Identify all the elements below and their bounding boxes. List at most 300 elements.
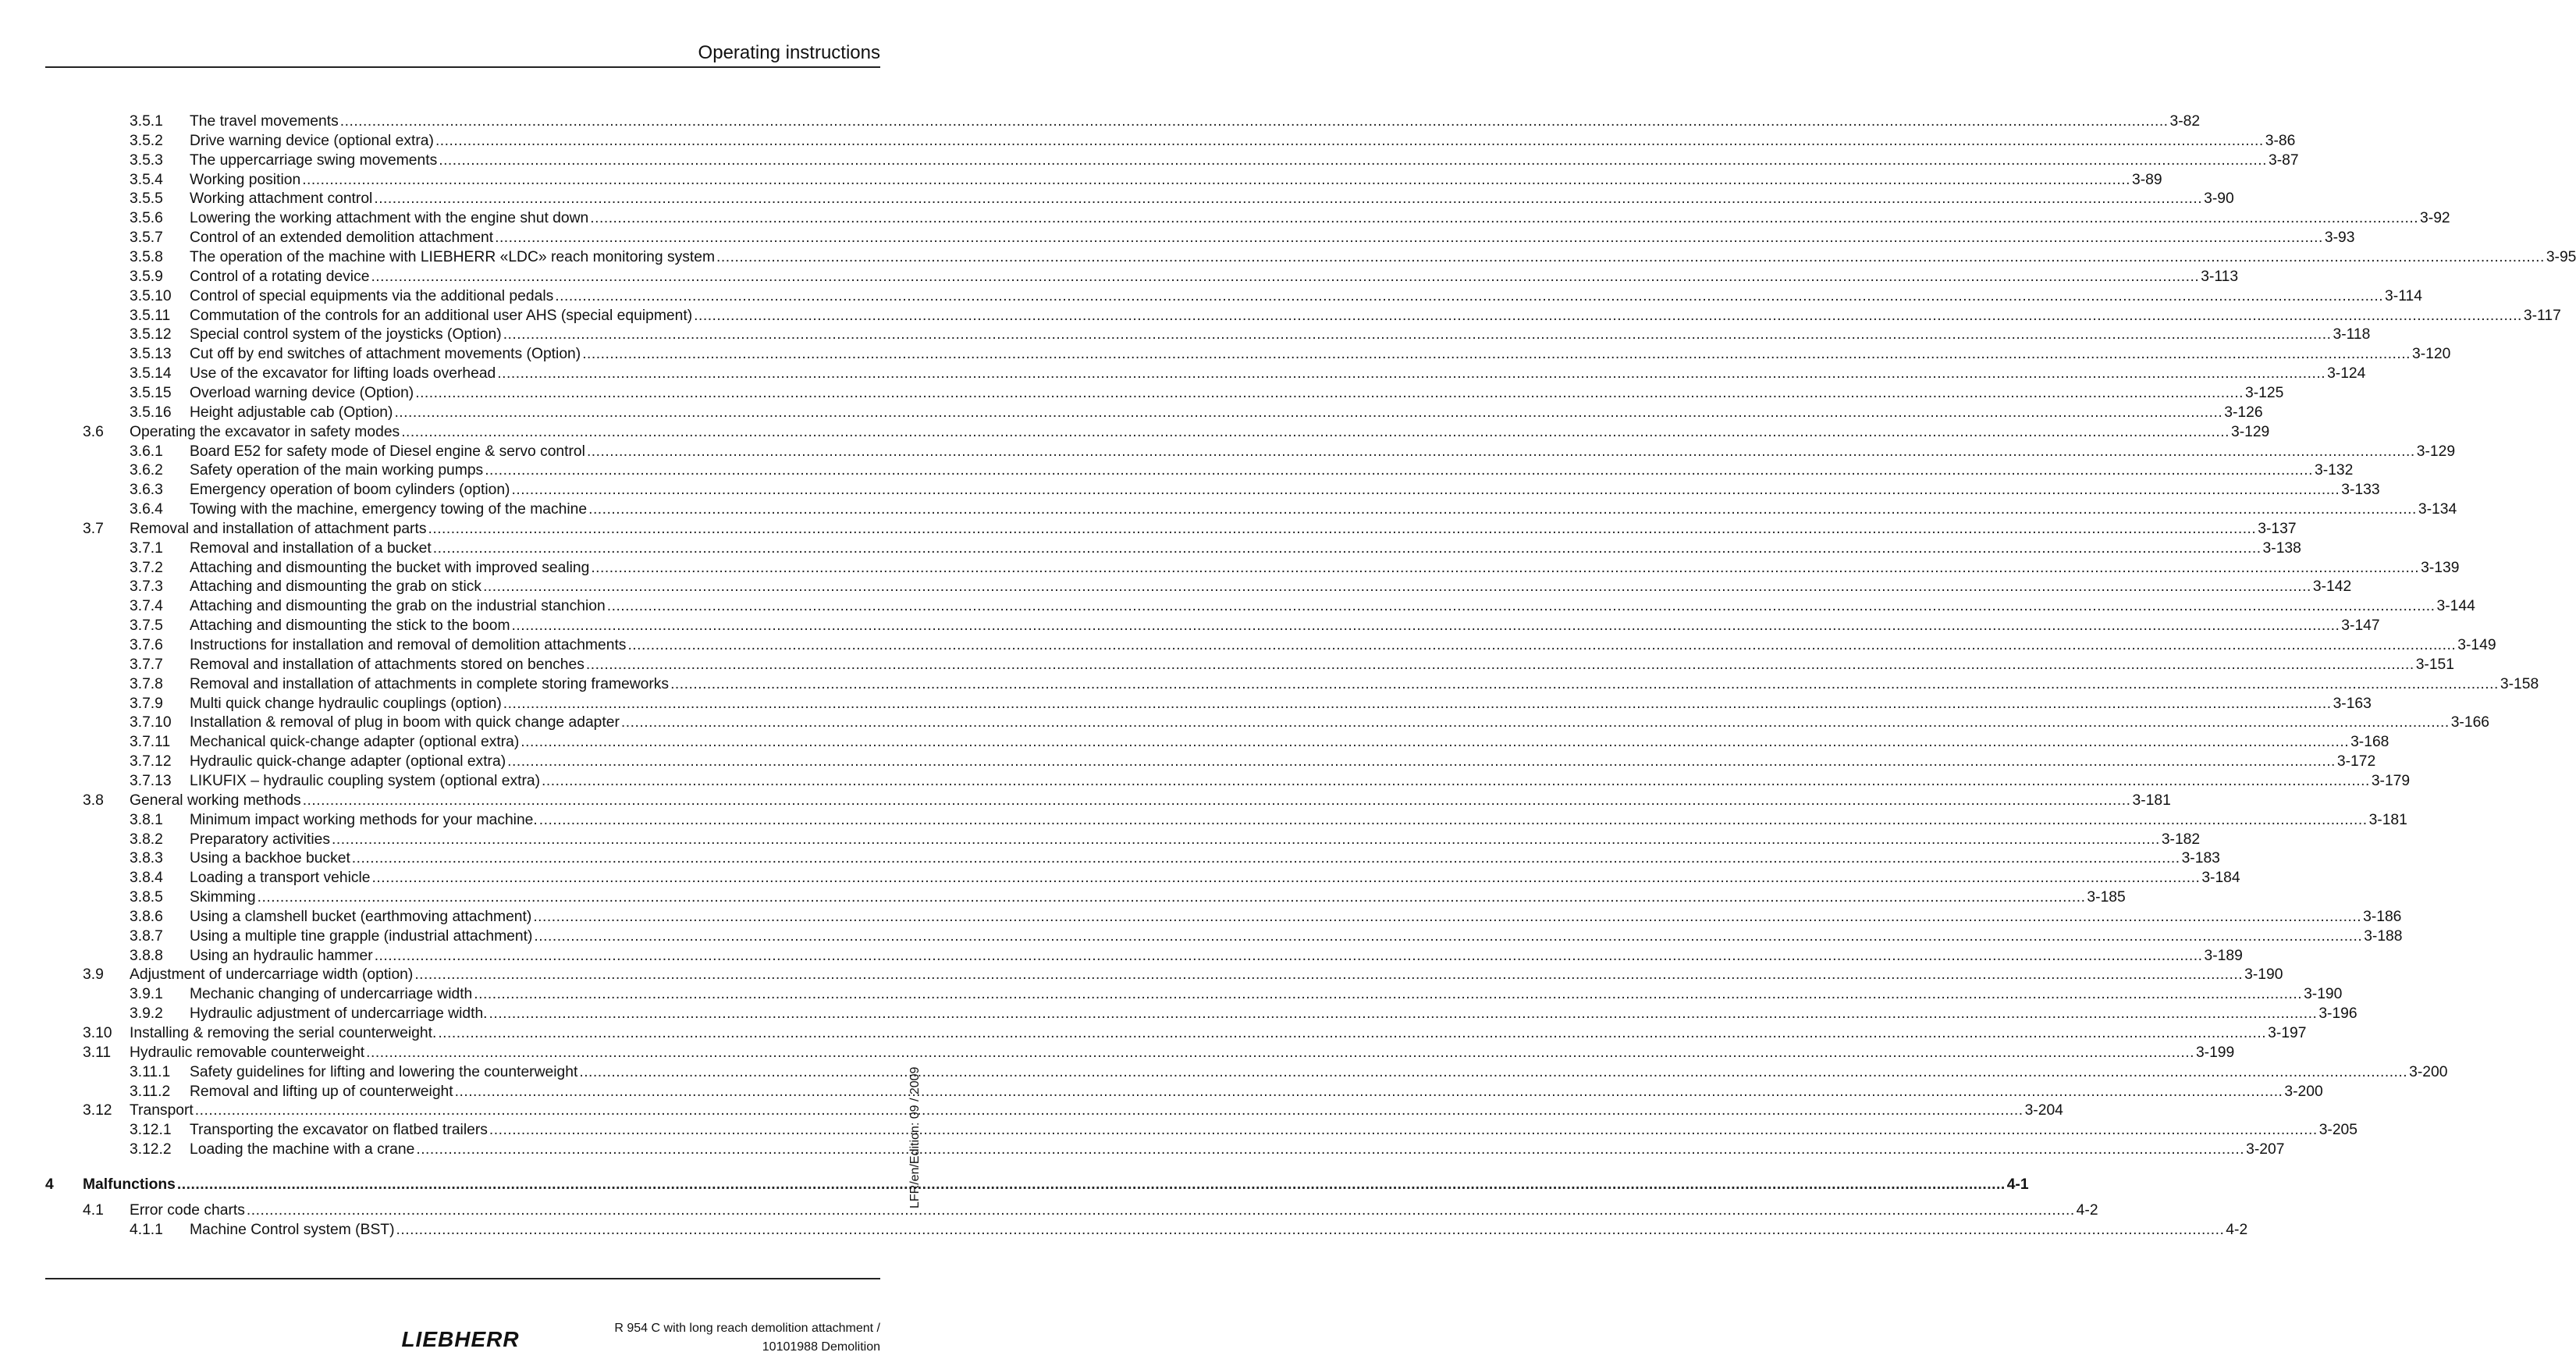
toc-entry-dot-leader: ................................................................................................................................................................................................................................................................................................................................................................................................................ xyxy=(503,326,2332,343)
toc-entry-title: Using a backhoe bucket xyxy=(190,850,350,867)
toc-entry-title: Preparatory activities xyxy=(190,831,331,848)
toc-entry[interactable] xyxy=(0,1175,2029,1194)
toc-entry-number: 3.7 xyxy=(83,520,104,537)
toc-entry-number: 3.7.7 xyxy=(130,656,163,673)
toc-entry-leader-line xyxy=(190,849,2220,868)
toc-entry[interactable] xyxy=(0,461,2354,480)
toc-entry-title: Special control system of the joysticks (Option) xyxy=(190,326,502,343)
toc-entry[interactable] xyxy=(0,868,2240,888)
toc-entry-page: 3-95 xyxy=(2546,248,2576,265)
toc-entry-page: 4-2 xyxy=(2076,1201,2098,1219)
toc-entry-page: 3-207 xyxy=(2246,1141,2285,1158)
toc-entry-title: General working methods xyxy=(130,792,301,809)
toc-entry-leader-line xyxy=(190,616,2380,635)
toc-entry[interactable] xyxy=(0,771,2411,791)
toc-entry-page: 3-93 xyxy=(2324,230,2355,247)
toc-entry-leader-line xyxy=(190,364,2366,383)
toc-entry-title: Mechanic changing of undercarriage width xyxy=(190,986,473,1003)
toc-entry-page: 3-182 xyxy=(2161,831,2201,848)
toc-entry-leader-line xyxy=(190,984,2343,1004)
toc-entry-number: 3.7.4 xyxy=(130,598,163,615)
toc-entry-dot-leader: ................................................................................................................................................................................................................................................................................................................................................................................................................ xyxy=(606,598,2436,615)
toc-entry-title: Minimum impact working methods for your machine. xyxy=(190,811,538,828)
toc-entry-title: Removal and installation of a bucket xyxy=(190,539,432,557)
toc-entry-title: Operating the excavator in safety modes xyxy=(130,423,400,440)
toc-entry-number: 3.5.11 xyxy=(130,307,171,324)
toc-entry[interactable] xyxy=(0,228,2355,247)
toc-entry[interactable] xyxy=(0,1082,2323,1101)
toc-entry-number: 3.8.7 xyxy=(130,927,163,945)
toc-entry[interactable] xyxy=(0,1023,2307,1043)
toc-entry-dot-leader: ................................................................................................................................................................................................................................................................................................................................................................................................................ xyxy=(432,539,2262,557)
toc-entry-number: 3.7.2 xyxy=(130,559,163,576)
toc-entry-title: Attaching and dismounting the grab on stick xyxy=(190,578,482,596)
toc-entry-title: Machine Control system (BST) xyxy=(190,1221,395,1238)
toc-entry-page: 3-126 xyxy=(2224,404,2263,421)
toc-entry-number: 3.7.8 xyxy=(130,675,163,692)
toc-entry-dot-leader: ................................................................................................................................................................................................................................................................................................................................................................................................................ xyxy=(371,870,2201,887)
toc-entry-leader-line xyxy=(190,131,2296,151)
toc-entry-leader-line xyxy=(190,655,2455,674)
toc-entry-page: 3-90 xyxy=(2204,190,2234,208)
toc-entry-dot-leader: ................................................................................................................................................................................................................................................................................................................................................................................................................ xyxy=(534,927,2363,945)
toc-entry-title: Malfunctions xyxy=(83,1176,176,1193)
toc-entry-title: Hydraulic adjustment of undercarriage width. xyxy=(190,1005,488,1023)
toc-entry-page: 3-134 xyxy=(2418,501,2457,518)
toc-entry[interactable] xyxy=(0,732,2389,752)
toc-entry-dot-leader: ................................................................................................................................................................................................................................................................................................................................................................................................................ xyxy=(585,656,2414,673)
toc-entry[interactable] xyxy=(0,344,2451,364)
toc-entry-leader-line xyxy=(190,732,2389,752)
toc-entry-leader-line xyxy=(130,965,2283,984)
toc-entry-leader-line xyxy=(190,577,2352,596)
toc-entry-page: 3-149 xyxy=(2457,637,2496,653)
toc-entry-leader-line xyxy=(190,1220,2248,1240)
toc-entry-page: 3-185 xyxy=(2087,889,2126,906)
toc-entry[interactable] xyxy=(0,500,2457,519)
toc-entry-number: 3.5.12 xyxy=(130,326,172,343)
toc-entry-title: Overload warning device (Option) xyxy=(190,384,414,401)
page-header-title: Operating instructions xyxy=(698,42,880,63)
toc-entry-number: 3.6.2 xyxy=(130,462,163,479)
toc-entry-number: 3.12.1 xyxy=(130,1122,172,1139)
toc-entry-dot-leader: ................................................................................................................................................................................................................................................................................................................................................................................................................ xyxy=(507,753,2336,770)
toc-entry-page: 3-133 xyxy=(2341,482,2380,499)
toc-entry-page: 3-117 xyxy=(2523,307,2561,324)
toc-entry-dot-leader: ................................................................................................................................................................................................................................................................................................................................................................................................................ xyxy=(438,1025,2267,1041)
toc-entry-dot-leader: ................................................................................................................................................................................................................................................................................................................................................................................................................ xyxy=(538,811,2368,828)
toc-entry-number: 3.11 xyxy=(83,1044,112,1061)
toc-entry-title: Removal and lifting up of counterweight xyxy=(190,1083,453,1100)
toc-entry-page: 3-82 xyxy=(2169,113,2201,130)
toc-entry-leader-line xyxy=(190,247,2576,267)
toc-entry-dot-leader: ................................................................................................................................................................................................................................................................................................................................................................................................................ xyxy=(435,132,2264,149)
toc-entry-page: 3-184 xyxy=(2201,870,2240,887)
toc-entry-dot-leader: ................................................................................................................................................................................................................................................................................................................................................................................................................ xyxy=(627,637,2457,653)
toc-entry[interactable] xyxy=(0,208,2450,228)
toc-entry-page: 3-86 xyxy=(2265,132,2296,149)
toc-entry-leader-line xyxy=(190,228,2355,247)
toc-entry[interactable] xyxy=(0,1043,2235,1062)
toc-entry[interactable] xyxy=(0,403,2263,422)
toc-entry-dot-leader: ................................................................................................................................................................................................................................................................................................................................................................................................................ xyxy=(511,482,2340,499)
toc-entry-dot-leader: ................................................................................................................................................................................................................................................................................................................................................................................................................ xyxy=(694,307,2522,324)
toc-entry-dot-leader: ................................................................................................................................................................................................................................................................................................................................................................................................................ xyxy=(670,675,2499,692)
toc-entry-title: Transport xyxy=(130,1102,194,1119)
toc-entry-dot-leader: ................................................................................................................................................................................................................................................................................................................................................................................................................ xyxy=(439,151,2267,169)
toc-entry[interactable] xyxy=(0,383,2284,403)
toc-entry-dot-leader: ................................................................................................................................................................................................................................................................................................................................................................................................................ xyxy=(591,559,2420,576)
toc-entry-number: 3.9 xyxy=(83,966,104,984)
toc-entry-leader-line xyxy=(190,1140,2285,1159)
toc-entry-number: 3.10 xyxy=(83,1025,112,1041)
toc-entry[interactable] xyxy=(0,1220,2248,1240)
toc-entry-number: 3.7.12 xyxy=(130,753,172,770)
toc-entry-leader-line xyxy=(130,791,2171,810)
toc-entry-dot-leader: ................................................................................................................................................................................................................................................................................................................................................................................................................ xyxy=(257,889,2086,906)
toc-entry-page: 3-120 xyxy=(2411,346,2451,363)
toc-entry[interactable] xyxy=(0,752,2376,771)
toc-entry-title: Attaching and dismounting the bucket with improved sealing xyxy=(190,559,590,576)
toc-entry-page: 3-89 xyxy=(2131,171,2162,188)
toc-entry-leader-line xyxy=(190,306,2561,326)
toc-entry-number: 4.1 xyxy=(83,1201,104,1219)
toc-entry-page: 3-147 xyxy=(2341,617,2380,635)
toc-entry-title: Removal and installation of attachment parts xyxy=(130,520,427,537)
toc-entry-dot-leader: ................................................................................................................................................................................................................................................................................................................................................................................................................ xyxy=(416,1141,2245,1158)
toc-entry-dot-leader: ................................................................................................................................................................................................................................................................................................................................................................................................................ xyxy=(590,210,2419,227)
toc-entry-leader-line xyxy=(190,267,2239,286)
toc-entry-number: 3.7.1 xyxy=(130,539,163,557)
toc-entry-title: Safety guidelines for lifting and lowering the counterweight xyxy=(190,1063,578,1080)
logo-text: LIEBHERR xyxy=(401,1327,520,1351)
toc-entry-leader-line xyxy=(130,1101,2063,1120)
toc-entry[interactable] xyxy=(0,1120,2358,1140)
toc-entry-dot-leader: ................................................................................................................................................................................................................................................................................................................................................................................................................ xyxy=(332,831,2160,848)
toc-entry-leader-line xyxy=(130,1043,2235,1062)
toc-entry-number: 3.5.14 xyxy=(130,365,172,383)
toc-entry-number: 3.5.9 xyxy=(130,268,163,285)
toc-entry-number: 3.5.2 xyxy=(130,132,163,149)
toc-entry[interactable] xyxy=(0,830,2201,849)
toc-entry-title: Control of a rotating device xyxy=(190,268,370,285)
toc-entry[interactable] xyxy=(0,810,2407,830)
toc-entry-title: Control of an extended demolition attachment xyxy=(190,230,494,247)
toc-entry-number: 3.5.5 xyxy=(130,190,163,208)
toc-entry-number: 3.8.4 xyxy=(130,870,163,887)
toc-entry-dot-leader: ................................................................................................................................................................................................................................................................................................................................................................................................................ xyxy=(366,1044,2194,1061)
toc-entry[interactable] xyxy=(0,849,2220,868)
toc-entry-page: 4-2 xyxy=(2226,1221,2248,1238)
toc-entry-dot-leader: ................................................................................................................................................................................................................................................................................................................................................................................................................ xyxy=(497,365,2326,383)
toc-entry-dot-leader: ................................................................................................................................................................................................................................................................................................................................................................................................................ xyxy=(521,734,2350,751)
toc-entry-page: 3-125 xyxy=(2245,384,2284,401)
toc-entry[interactable] xyxy=(0,112,2201,131)
toc-entry-dot-leader: ................................................................................................................................................................................................................................................................................................................................................................................................................ xyxy=(374,190,2203,208)
toc-entry[interactable] xyxy=(0,965,2283,984)
toc-entry[interactable] xyxy=(0,984,2343,1004)
toc-entry[interactable] xyxy=(0,1062,2448,1082)
toc-entry-leader-line xyxy=(190,500,2457,519)
toc-entry[interactable] xyxy=(0,1101,2063,1120)
toc-entry[interactable] xyxy=(0,131,2296,151)
toc-entry-title: Height adjustable cab (Option) xyxy=(190,404,393,421)
toc-entry[interactable] xyxy=(0,189,2234,208)
toc-entry-page: 3-124 xyxy=(2327,365,2366,383)
toc-entry-leader-line xyxy=(190,344,2451,364)
toc-entry-number: 3.5.7 xyxy=(130,230,163,247)
toc-entry[interactable] xyxy=(0,888,2126,907)
toc-entry-title: The uppercarriage swing movements xyxy=(190,151,438,169)
toc-entry-leader-line xyxy=(190,907,2402,927)
toc-entry-leader-line xyxy=(190,539,2301,558)
toc-entry-number: 3.5.4 xyxy=(130,171,163,188)
edition-text: LFR/en/Edition: 09 / 2009 xyxy=(908,1066,922,1208)
toc-entry-number: 3.5.3 xyxy=(130,151,163,169)
toc-entry-leader-line xyxy=(190,461,2354,480)
toc-entry-page: 3-151 xyxy=(2415,656,2455,673)
toc-entry-dot-leader: ................................................................................................................................................................................................................................................................................................................................................................................................................ xyxy=(176,1176,2006,1193)
toc-entry-title: Multi quick change hydraulic couplings (option) xyxy=(190,695,502,712)
toc-entry-title: Hydraulic quick-change adapter (optional extra) xyxy=(190,753,506,770)
toc-entry-page: 3-183 xyxy=(2181,850,2220,867)
toc-entry-number: 3.9.1 xyxy=(130,986,163,1003)
toc-entry[interactable] xyxy=(0,267,2239,286)
toc-entry-leader-line xyxy=(190,927,2403,946)
toc-entry[interactable] xyxy=(0,907,2402,927)
toc-entry-leader-line xyxy=(190,151,2299,170)
toc-entry-page: 3-163 xyxy=(2333,695,2372,712)
toc-entry-page: 3-142 xyxy=(2312,578,2352,596)
toc-entry-page: 3-144 xyxy=(2436,598,2475,615)
toc-entry-dot-leader: ................................................................................................................................................................................................................................................................................................................................................................................................................ xyxy=(582,346,2411,363)
toc-entry-dot-leader: ................................................................................................................................................................................................................................................................................................................................................................................................................ xyxy=(511,617,2340,635)
toc-entry[interactable] xyxy=(0,791,2171,810)
toc-entry-title: LIKUFIX – hydraulic coupling system (optional extra) xyxy=(190,772,541,789)
toc-entry-page: 3-113 xyxy=(2201,268,2239,285)
toc-entry-dot-leader: ................................................................................................................................................................................................................................................................................................................................................................................................................ xyxy=(533,908,2362,925)
toc-entry-leader-line xyxy=(190,752,2376,771)
toc-entry-page: 3-190 xyxy=(2244,966,2283,984)
toc-entry-number: 3.7.9 xyxy=(130,695,163,712)
toc-entry-dot-leader: ................................................................................................................................................................................................................................................................................................................................................................................................................ xyxy=(555,287,2384,304)
header-rule xyxy=(45,66,880,68)
toc-entry-title: Removal and installation of attachments stored on benches xyxy=(190,656,584,673)
toc-entry-dot-leader: ................................................................................................................................................................................................................................................................................................................................................................................................................ xyxy=(483,578,2311,596)
toc-entry-leader-line xyxy=(190,442,2456,461)
toc-entry-leader-line xyxy=(190,1120,2358,1140)
toc-entry-leader-line xyxy=(190,713,2490,732)
toc-entry-dot-leader: ................................................................................................................................................................................................................................................................................................................................................................................................................ xyxy=(415,384,2244,401)
toc-entry-leader-line xyxy=(190,1082,2323,1101)
toc-entry-dot-leader: ................................................................................................................................................................................................................................................................................................................................................................................................................ xyxy=(339,113,2169,130)
toc-entry-dot-leader: ................................................................................................................................................................................................................................................................................................................................................................................................................ xyxy=(371,268,2200,285)
toc-entry-number: 3.11.2 xyxy=(130,1083,171,1100)
toc-entry-page: 4-1 xyxy=(2006,1176,2029,1193)
toc-entry[interactable] xyxy=(0,558,2460,578)
footer-line-2: 10101988 Demolition xyxy=(762,1340,880,1354)
toc-entry-title: Commutation of the controls for an additional user AHS (special equipment) xyxy=(190,307,693,324)
toc-entry-dot-leader: ................................................................................................................................................................................................................................................................................................................................................................................................................ xyxy=(401,423,2230,440)
toc-entry-number: 3.7.3 xyxy=(130,578,163,596)
toc-entry-number: 3.7.10 xyxy=(130,714,172,731)
toc-entry-title: Installing & removing the serial counterweight. xyxy=(130,1025,437,1041)
liebherr-logo xyxy=(382,1327,538,1350)
toc-entry-page: 3-190 xyxy=(2304,986,2343,1003)
toc-entry-dot-leader: ................................................................................................................................................................................................................................................................................................................................................................................................................ xyxy=(542,772,2370,789)
toc-entry-page: 3-205 xyxy=(2318,1122,2358,1139)
toc-entry-leader-line xyxy=(130,1023,2307,1043)
toc-entry-leader-line xyxy=(190,694,2372,713)
toc-entry-dot-leader: ................................................................................................................................................................................................................................................................................................................................................................................................................ xyxy=(246,1201,2075,1219)
toc-entry[interactable] xyxy=(0,713,2490,732)
toc-entry-number: 3.7.11 xyxy=(130,734,171,751)
toc-entry-page: 3-197 xyxy=(2268,1025,2307,1041)
toc-entry[interactable] xyxy=(0,1201,2098,1220)
toc-entry[interactable] xyxy=(0,616,2380,635)
toc-entry[interactable] xyxy=(0,577,2352,596)
toc-entry-page: 3-129 xyxy=(2230,423,2270,440)
toc-entry-number: 3.5.6 xyxy=(130,210,163,227)
toc-entry-leader-line xyxy=(190,830,2201,849)
toc-entry-dot-leader: ................................................................................................................................................................................................................................................................................................................................................................................................................ xyxy=(414,966,2244,984)
toc-entry-page: 3-181 xyxy=(2368,811,2407,828)
toc-entry-number: 3.8.6 xyxy=(130,908,163,925)
toc-entry[interactable] xyxy=(0,170,2162,190)
toc-entry-dot-leader: ................................................................................................................................................................................................................................................................................................................................................................................................................ xyxy=(489,1122,2318,1139)
toc-entry-title: The travel movements xyxy=(190,113,339,130)
toc-entry-title: Using a clamshell bucket (earthmoving attachment) xyxy=(190,908,532,925)
toc-entry-page: 3-204 xyxy=(2024,1102,2063,1119)
toc-entry-number: 3.7.6 xyxy=(130,637,163,653)
toc-entry-title: Lowering the working attachment with the engine shut down xyxy=(190,210,589,227)
toc-entry-dot-leader: ................................................................................................................................................................................................................................................................................................................................................................................................................ xyxy=(396,1221,2225,1238)
toc-entry[interactable] xyxy=(0,151,2299,170)
toc-entry-leader-line xyxy=(190,1062,2448,1082)
toc-entry-page: 3-87 xyxy=(2269,151,2299,169)
toc-entry-page: 3-200 xyxy=(2284,1083,2323,1100)
toc-entry[interactable] xyxy=(0,325,2371,344)
toc-entry-page: 3-166 xyxy=(2450,714,2490,731)
toc-entry[interactable] xyxy=(0,442,2456,461)
toc-entry-number: 3.6.3 xyxy=(130,482,163,499)
toc-entry-leader-line xyxy=(190,112,2201,131)
toc-entry-number: 3.5.10 xyxy=(130,287,172,304)
toc-entry-leader-line xyxy=(190,868,2240,888)
toc-entry-title: Drive warning device (optional extra) xyxy=(190,132,434,149)
toc-entry[interactable] xyxy=(0,539,2301,558)
toc-entry-number: 3.6.4 xyxy=(130,501,163,518)
toc-entry-leader-line xyxy=(190,596,2475,616)
toc-entry-leader-line xyxy=(190,189,2234,208)
toc-entry-number: 3.8.2 xyxy=(130,831,163,848)
toc-entry-page: 3-139 xyxy=(2421,559,2460,576)
toc-entry-page: 3-199 xyxy=(2195,1044,2235,1061)
toc-entry-page: 3-158 xyxy=(2500,675,2539,692)
toc-entry[interactable] xyxy=(0,480,2380,500)
toc-entry-title: Control of special equipments via the additional pedals xyxy=(190,287,554,304)
toc-entry-title: Skimming xyxy=(190,889,256,906)
toc-entry[interactable] xyxy=(0,519,2297,539)
toc-entry[interactable] xyxy=(0,364,2366,383)
toc-entry-title: Loading a transport vehicle xyxy=(190,870,371,887)
toc-entry[interactable] xyxy=(0,1140,2285,1159)
toc-entry-leader-line xyxy=(190,170,2162,190)
toc-entry-page: 3-186 xyxy=(2363,908,2402,925)
toc-entry[interactable] xyxy=(0,422,2270,442)
toc-entry-page: 3-168 xyxy=(2350,734,2389,751)
toc-entry-title: Board E52 for safety mode of Diesel engine & servo control xyxy=(190,443,585,460)
toc-entry[interactable] xyxy=(0,247,2576,267)
toc-entry[interactable] xyxy=(0,286,2422,306)
toc-entry-leader-line xyxy=(190,325,2371,344)
toc-entry-title: Error code charts xyxy=(130,1201,245,1219)
toc-entry[interactable] xyxy=(0,655,2455,674)
toc-entry-title: Towing with the machine, emergency towing of the machine xyxy=(190,501,588,518)
toc-entry[interactable] xyxy=(0,946,2243,966)
toc-entry-number: 3.5.8 xyxy=(130,248,163,265)
toc-entry-number: 3.5.15 xyxy=(130,384,172,401)
toc-entry-leader-line xyxy=(190,558,2460,578)
toc-entry-dot-leader: ................................................................................................................................................................................................................................................................................................................................................................................................................ xyxy=(495,230,2323,247)
toc-entry-number: 3.5.13 xyxy=(130,346,172,363)
toc-entry-number: 3.5.1 xyxy=(130,113,163,130)
toc-entry-title: Using an hydraulic hammer xyxy=(190,947,373,964)
toc-entry-page: 3-189 xyxy=(2204,947,2243,964)
toc-entry-title: Mechanical quick-change adapter (optional extra) xyxy=(190,734,520,751)
toc-entry[interactable] xyxy=(0,694,2372,713)
toc-entry-number: 3.8.5 xyxy=(130,889,163,906)
toc-entry[interactable] xyxy=(0,927,2403,946)
toc-entry[interactable] xyxy=(0,306,2561,326)
toc-entry-page: 3-132 xyxy=(2314,462,2354,479)
toc-entry-leader-line xyxy=(190,810,2407,830)
toc-entry-number: 3.8.3 xyxy=(130,850,163,867)
toc-entry-leader-line xyxy=(190,1004,2357,1023)
toc-entry-number: 3.7.13 xyxy=(130,772,172,789)
toc-entry-number: 3.11.1 xyxy=(130,1063,171,1080)
toc-entry-leader-line xyxy=(83,1175,2029,1194)
toc-entry-title: Attaching and dismounting the grab on the industrial stanchion xyxy=(190,598,606,615)
toc-entry-leader-line xyxy=(190,888,2126,907)
toc-entry[interactable] xyxy=(0,674,2539,694)
toc-entry[interactable] xyxy=(0,1004,2357,1023)
toc-entry-number: 3.6 xyxy=(83,423,104,440)
toc-entry-dot-leader: ................................................................................................................................................................................................................................................................................................................................................................................................................ xyxy=(194,1102,2023,1119)
toc-entry-dot-leader: ................................................................................................................................................................................................................................................................................................................................................................................................................ xyxy=(489,1005,2318,1023)
toc-entry-dot-leader: ................................................................................................................................................................................................................................................................................................................................................................................................................ xyxy=(620,714,2450,731)
footer-line-1: R 954 C with long reach demolition attachment / xyxy=(614,1322,880,1335)
toc-entry-page: 3-138 xyxy=(2262,539,2301,557)
toc-entry-dot-leader: ................................................................................................................................................................................................................................................................................................................................................................................................................ xyxy=(485,462,2313,479)
toc-entry-number: 4.1.1 xyxy=(130,1221,163,1238)
toc-entry-dot-leader: ................................................................................................................................................................................................................................................................................................................................................................................................................ xyxy=(351,850,2180,867)
toc-entry-title: Using a multiple tine grapple (industrial attachment) xyxy=(190,927,533,945)
toc-entry-dot-leader: ................................................................................................................................................................................................................................................................................................................................................................................................................ xyxy=(374,947,2203,964)
toc-entry[interactable] xyxy=(0,596,2475,616)
toc-entry-leader-line xyxy=(130,519,2297,539)
toc-entry-title: Attaching and dismounting the stick to the boom xyxy=(190,617,510,635)
toc-entry-number: 3.6.1 xyxy=(130,443,163,460)
toc-entry-leader-line xyxy=(190,403,2263,422)
toc-entry-dot-leader: ................................................................................................................................................................................................................................................................................................................................................................................................................ xyxy=(394,404,2223,421)
toc-entry-dot-leader: ................................................................................................................................................................................................................................................................................................................................................................................................................ xyxy=(716,248,2545,265)
toc-entry-dot-leader: ................................................................................................................................................................................................................................................................................................................................................................................................................ xyxy=(302,171,2130,188)
toc-entry[interactable] xyxy=(0,635,2496,655)
toc-entry-dot-leader: ................................................................................................................................................................................................................................................................................................................................................................................................................ xyxy=(586,443,2415,460)
toc-entry-page: 3-114 xyxy=(2385,287,2422,304)
toc-entry-number: 3.5.16 xyxy=(130,404,172,421)
